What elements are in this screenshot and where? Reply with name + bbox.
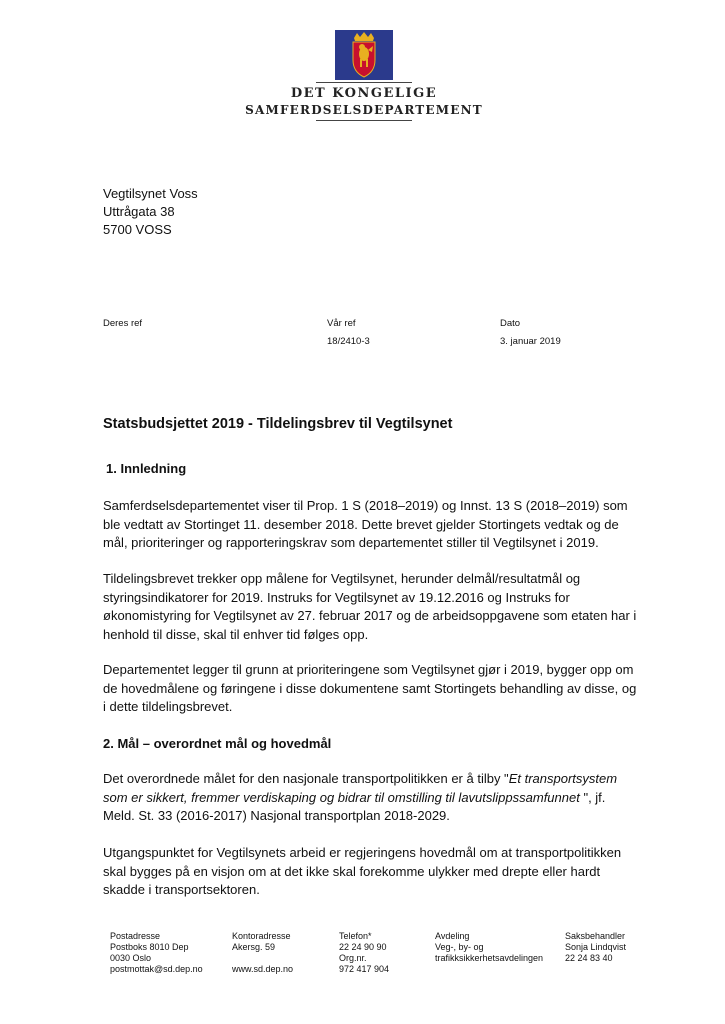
text-line: [103, 789, 663, 808]
footer-value: 22 24 83 40: [565, 953, 613, 963]
text-line: styringsindikatorer for 2019. Instruks for Vegtilsynet av 19.12.2016 og Instruks for: [103, 589, 570, 605]
document-title: Statsbudsjettet 2019 - Tildelingsbrev til Vegtilsynet: [103, 416, 453, 432]
deres-ref-label: Deres ref: [103, 318, 143, 329]
footer-value: Veg-, by- og: [435, 942, 484, 952]
paragraph-3: [103, 661, 663, 717]
date-label: Dato: [500, 318, 521, 329]
text-line: Tildelingsbrevet trekker opp målene for Vegtilsynet, herunder delmål/resultatmål og: [103, 571, 581, 586]
footer-value: trafikksikkerhetsavdelingen: [435, 953, 544, 963]
footer-label: Kontoradresse: [232, 931, 291, 941]
text-line: økonomistyring for Vegtilsynet av 27. februar 2017 og de arbeidsoppgavene som etaten har i: [103, 608, 637, 623]
footer-telefon: [339, 931, 389, 975]
text-run: Det overordnede målet for den nasjonale transportpolitikken er å tilby ": [103, 771, 509, 786]
footer-value: Postboks 8010 Dep: [110, 942, 189, 952]
coat-of-arms-icon: [335, 30, 393, 80]
letterhead-logo: [244, 30, 484, 130]
text-line: Utgangspunktet for Vegtilsynets arbeid er regjeringens hovedmål om at transportpolitikken: [103, 845, 622, 860]
text-line: Meld. St. 33 (2016-2017) Nasjonal transportplan 2018-2029.: [103, 808, 450, 823]
footer-value: Sonja Lindqvist: [565, 942, 627, 952]
var-ref-label: Vår ref: [327, 318, 356, 329]
footer-postadresse: [110, 931, 203, 975]
recipient-city: 5700 VOSS: [103, 222, 172, 237]
section1-heading: 1. Innledning: [106, 461, 187, 476]
footer-value: 0030 Oslo: [110, 953, 152, 963]
text-line: Departementet legger til grunn at prioriteringene som Vegtilsynet gjør i 2019, bygger opp om: [103, 662, 634, 677]
text-line: [103, 770, 663, 789]
recipient-name: Vegtilsynet Voss: [103, 186, 198, 201]
letterhead-line2: SAMFERDSELSDEPARTEMENT: [245, 103, 483, 117]
paragraph-4: [103, 770, 663, 826]
footer-label: Saksbehandler: [565, 931, 626, 941]
deres-ref: [103, 318, 142, 330]
quote-italic: Et transportsystem: [508, 771, 618, 786]
text-line: ble vedtatt av Stortinget 11. desember 2018. Dette brevet gjelder Stortingets vedtak og de: [103, 516, 619, 532]
footer-value: 972 417 904: [339, 964, 390, 974]
letterhead-line1: DET KONGELIGE: [290, 86, 438, 101]
var-ref: [327, 318, 370, 348]
footer-kontoradresse: [232, 931, 293, 975]
recipient-address: [103, 185, 198, 239]
paragraph-2: [103, 570, 663, 644]
footer-label: Telefon*: [339, 931, 372, 941]
text-line: Samferdselsdepartementet viser til Prop. 1 S (2018–2019) og Innst. 13 S (2018–2019) som: [103, 498, 628, 513]
quote-italic: som er sikkert, fremmer verdiskaping og bidrar til omstilling til lavutslippssamfunnet: [103, 789, 580, 805]
recipient-street: Uttrågata 38: [103, 204, 175, 219]
text-line: de hovedmålene og føringene i disse dokumentene samt Stortingets behandling av disse, og: [103, 680, 637, 696]
var-ref-value: 18/2410-3: [327, 336, 370, 347]
text-line: skal bygges på en visjon om at det ikke skal forekomme ulykker med drepte eller hardt: [103, 863, 601, 879]
footer-value: [232, 953, 293, 964]
section2-heading: 2. Mål – overordnet mål og hovedmål: [103, 736, 332, 751]
paragraph-5: [103, 844, 663, 900]
footer-saksbehandler: [565, 931, 626, 964]
text-line: i dette tildelingsbrevet.: [103, 699, 233, 714]
date: [500, 318, 561, 348]
letterhead-rule: [316, 82, 412, 83]
text-line: skadde i transportsektoren.: [103, 882, 260, 897]
crown-icon: [354, 32, 374, 41]
footer-value: Akersg. 59: [232, 942, 276, 952]
footer-value: Org.nr.: [339, 953, 367, 963]
footer-label: Postadresse: [110, 931, 161, 941]
paragraph-1: [103, 497, 663, 553]
letterhead-rule-bottom: [316, 120, 412, 121]
footer-value: 22 24 90 90: [339, 942, 387, 952]
footer-avdeling: [435, 931, 543, 964]
date-value: 3. januar 2019: [500, 336, 561, 347]
text-run: ", jf.: [579, 789, 606, 805]
text-line: mål, prioriteringer og rapporteringskrav som departementet stiller til Vegtilsynet i 2019.: [103, 535, 599, 550]
footer-label: Avdeling: [435, 931, 470, 941]
text-line: henhold til disse, skal til enhver tid følges opp.: [103, 626, 369, 642]
footer-website: www.sd.dep.no: [232, 964, 294, 974]
footer-email: postmottak@sd.dep.no: [110, 964, 203, 974]
